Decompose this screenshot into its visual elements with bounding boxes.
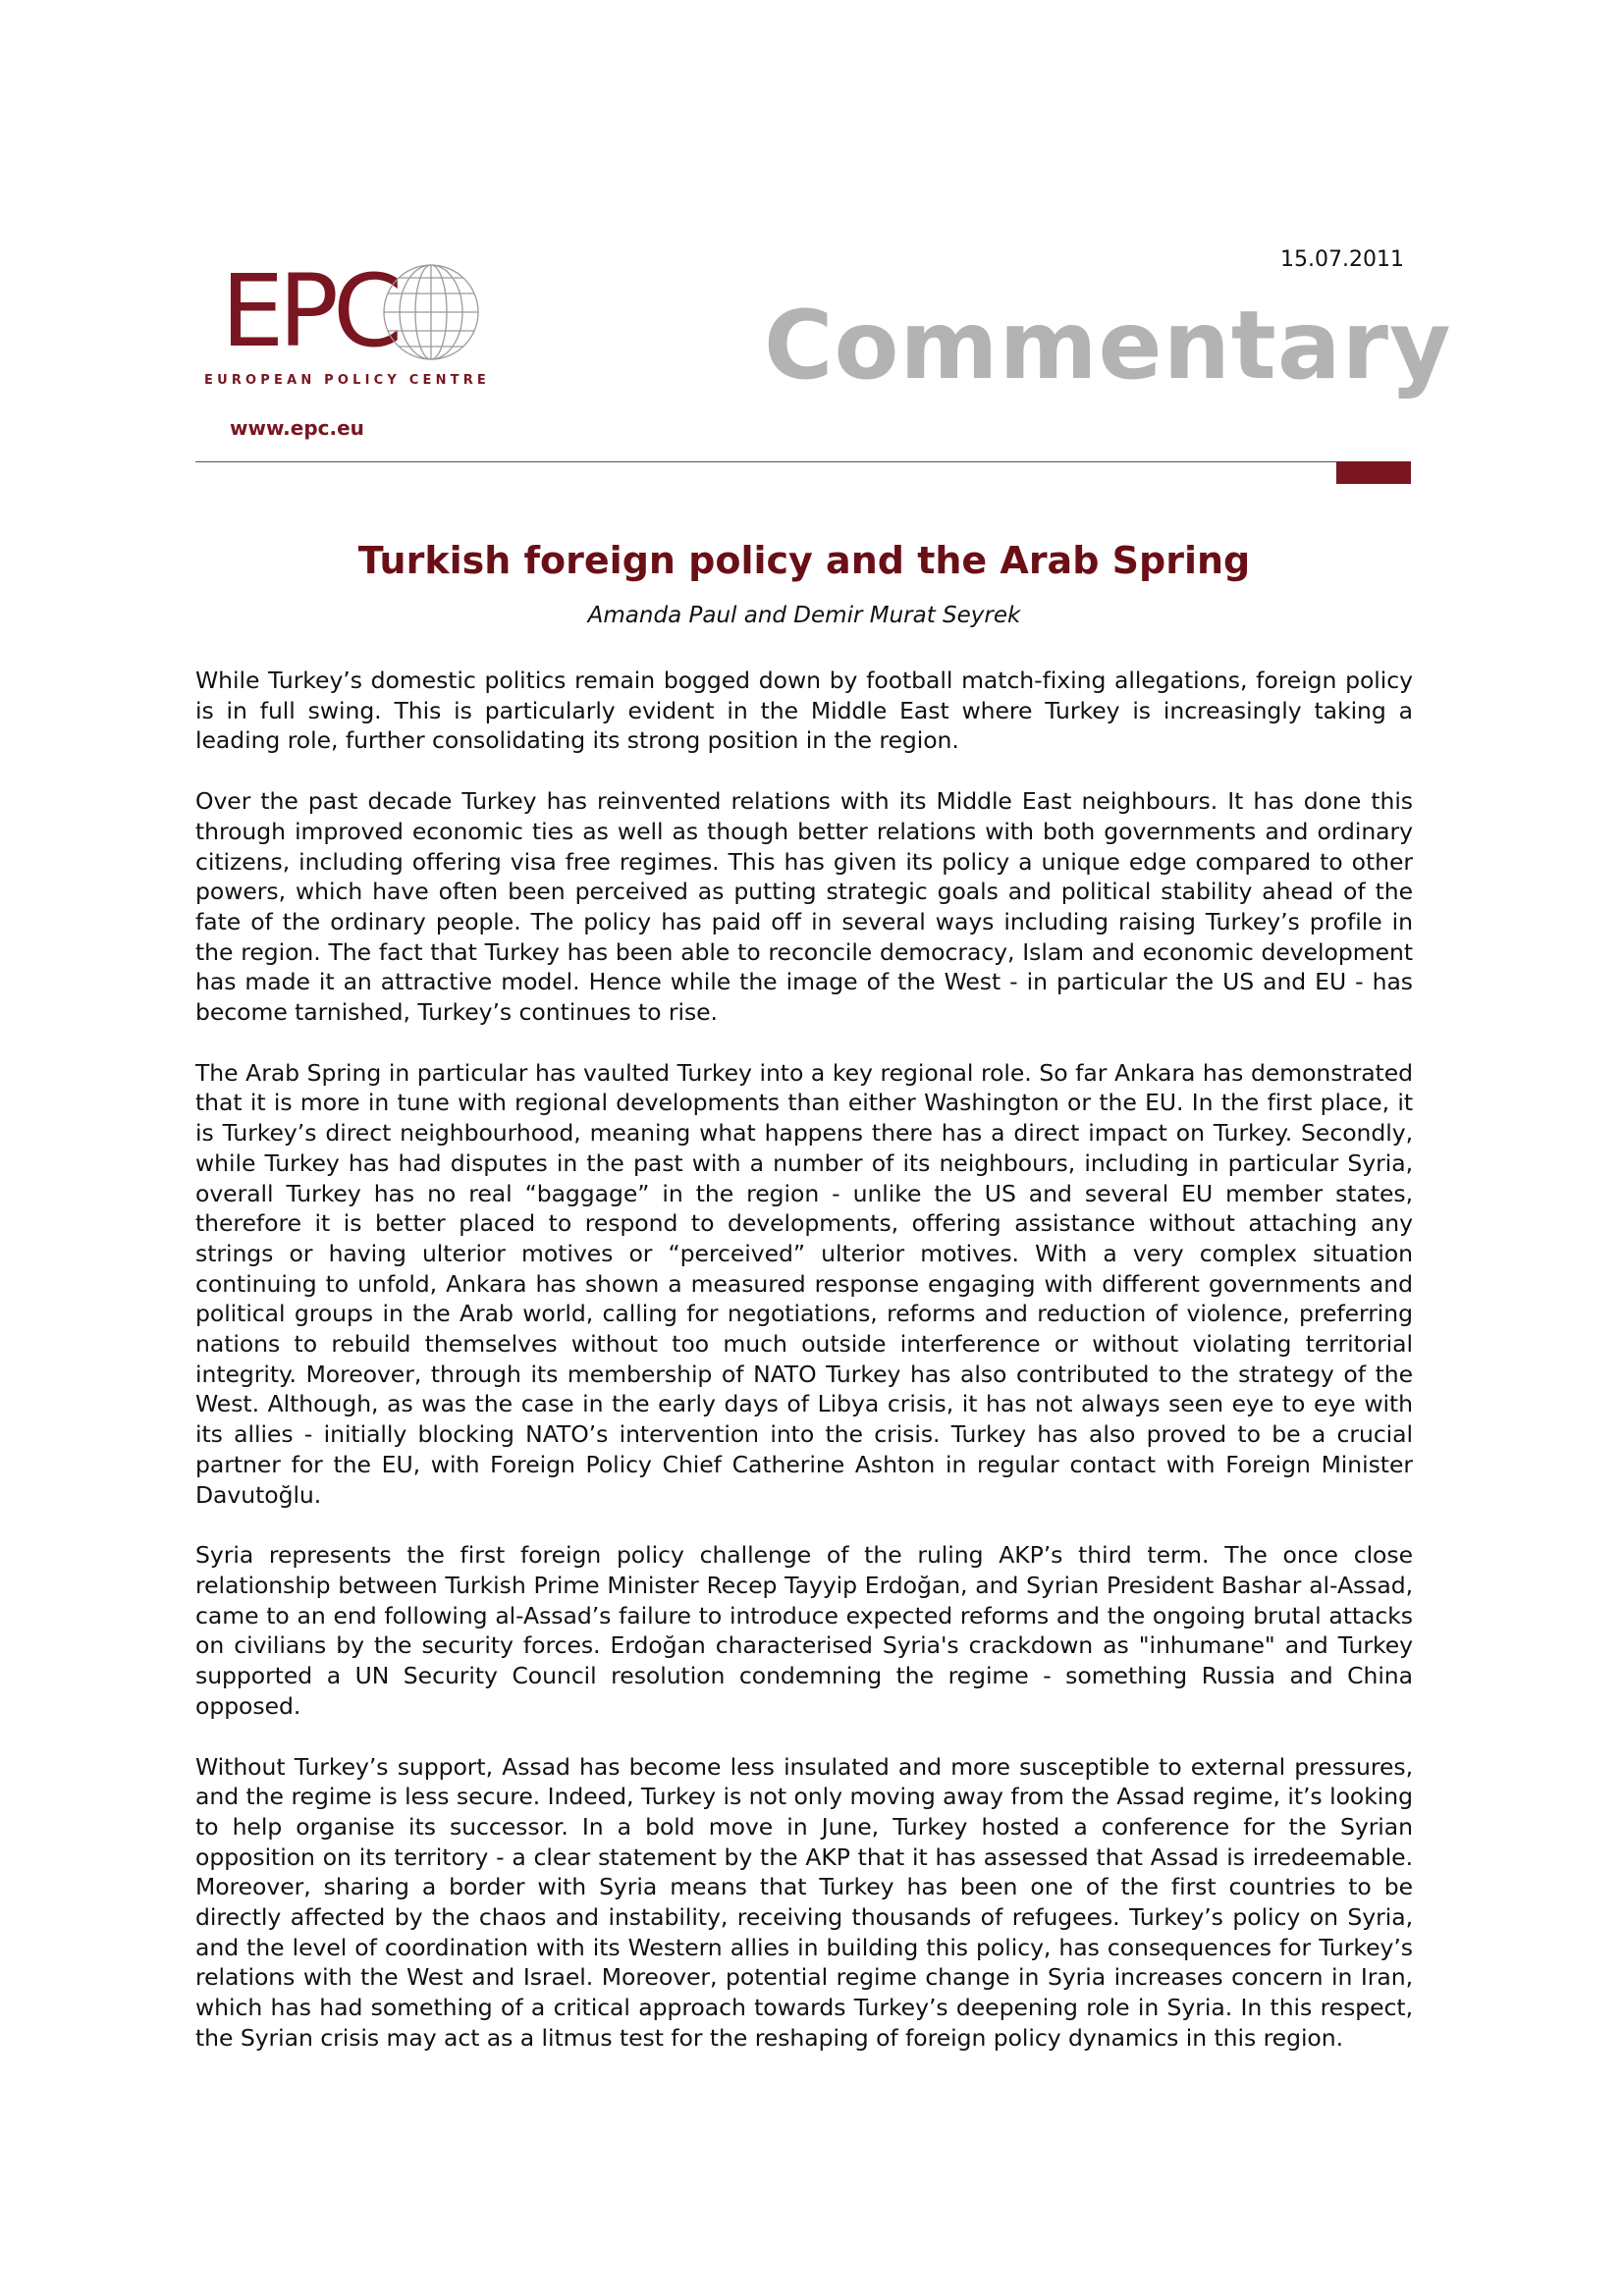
paragraph: Over the past decade Turkey has reinvented relations with its Middle East neighbours. It has done this through improved economic ties as well as though better relations with both governments and ordinary citizens, including offering visa free regimes. This has given its policy a unique edge compared to other powers, which have often been perceived as putting strategic goals and political stability ahead of the fate of the ordinary people. The policy has paid off in several ways including raising Turkey’s profile in the region. The fact that Turkey has been able to reconcile democracy, Islam and economic development has made it an attractive model. Hence while the image of the West - in particular the US and EU - has become tarnished, Turkey’s continues to rise.	[195, 787, 1413, 1027]
header-divider	[195, 461, 1336, 462]
paragraph: The Arab Spring in particular has vaulted Turkey into a key regional role. So far Ankara has demonstrated that it is more in tune with regional developments than either Washington or the EU. In the first place, it is Turkey’s direct neighbourhood, meaning what happens there has a direct impact on Turkey. Secondly, while Turkey has had disputes in the past with a number of its neighbours, including in particular Syria, overall Turkey has no real “baggage” in the region - unlike the US and several EU member states, therefore it is better placed to respond to developments, offering assistance without attaching any strings or having ulterior motives or “perceived” ulterior motives. With a very complex situation continuing to unfold, Ankara has shown a measured response engaging with different governments and political groups in the Arab world, calling for negotiations, reforms and reduction of violence, preferring nations to rebuild themselves without too much outside interference or without violating territorial integrity. Moreover, through its membership of NATO Turkey has also contributed to the strategy of the West. Although, as was the case in the early days of Libya crisis, it has not always seen eye to eye with its allies - initially blocking NATO’s intervention into the crisis. Turkey has also proved to be a crucial partner for the EU, with Foreign Policy Chief Catherine Ashton in regular contact with Foreign Minister Davutoğlu.	[195, 1058, 1413, 1509]
paragraph: While Turkey’s domestic politics remain bogged down by football match-fixing allegations, foreign policy is in full swing. This is particularly evident in the Middle East where Turkey is increasingly taking a leading role, further consolidating its strong position in the region.	[195, 667, 1413, 755]
globe-icon	[201, 253, 496, 381]
article-title: Turkish foreign policy and the Arab Spring	[357, 539, 1251, 583]
publication-date: 15.07.2011	[1280, 247, 1404, 272]
logo-letters: EPC	[221, 253, 398, 370]
commentary-banner: Commentary	[764, 291, 1452, 400]
epc-logo	[201, 253, 496, 410]
paragraph: Syria represents the first foreign policy challenge of the ruling AKP’s third term. The once close relationship between Turkish Prime Minister Recep Tayyip Erdoğan, and Syrian President Bashar al-Assad, came to an end following al-Assad’s failure to introduce expected reforms and the ongoing brutal attacks on civilians by the security forces. Erdoğan characterised Syria's crackdown as "inhumane" and Turkey supported a UN Security Council resolution condemning the regime - something Russia and China opposed.	[195, 1541, 1413, 1720]
paragraph: Without Turkey’s support, Assad has become less insulated and more susceptible to external pressures, and the regime is less secure. Indeed, Turkey is not only moving away from the Assad regime, it’s looking to help organise its successor. In a bold move in June, Turkey hosted a conference for the Syrian opposition on its territory - a clear statement by the AKP that it has assessed that Assad is irredeemable. Moreover, sharing a border with Syria means that Turkey has been one of the first countries to be directly affected by the chaos and instability, receiving thousands of refugees. Turkey’s policy on Syria, and the level of coordination with its Western allies in building this policy, has consequences for Turkey’s relations with the West and Israel. Moreover, potential regime change in Syria increases concern in Iran, which has had something of a critical approach towards Turkey’s deepening role in Syria. In this respect, the Syrian crisis may act as a litmus test for the reshaping of foreign policy dynamics in this region.	[195, 1752, 1413, 2052]
logo-tagline: EUROPEAN POLICY CENTRE	[204, 373, 491, 388]
article-body	[195, 666, 1413, 2084]
website-link[interactable]: www.epc.eu	[230, 416, 364, 440]
article-authors: Amanda Paul and Demir Murat Seyrek	[587, 603, 1021, 628]
header-divider-accent	[1336, 461, 1411, 484]
